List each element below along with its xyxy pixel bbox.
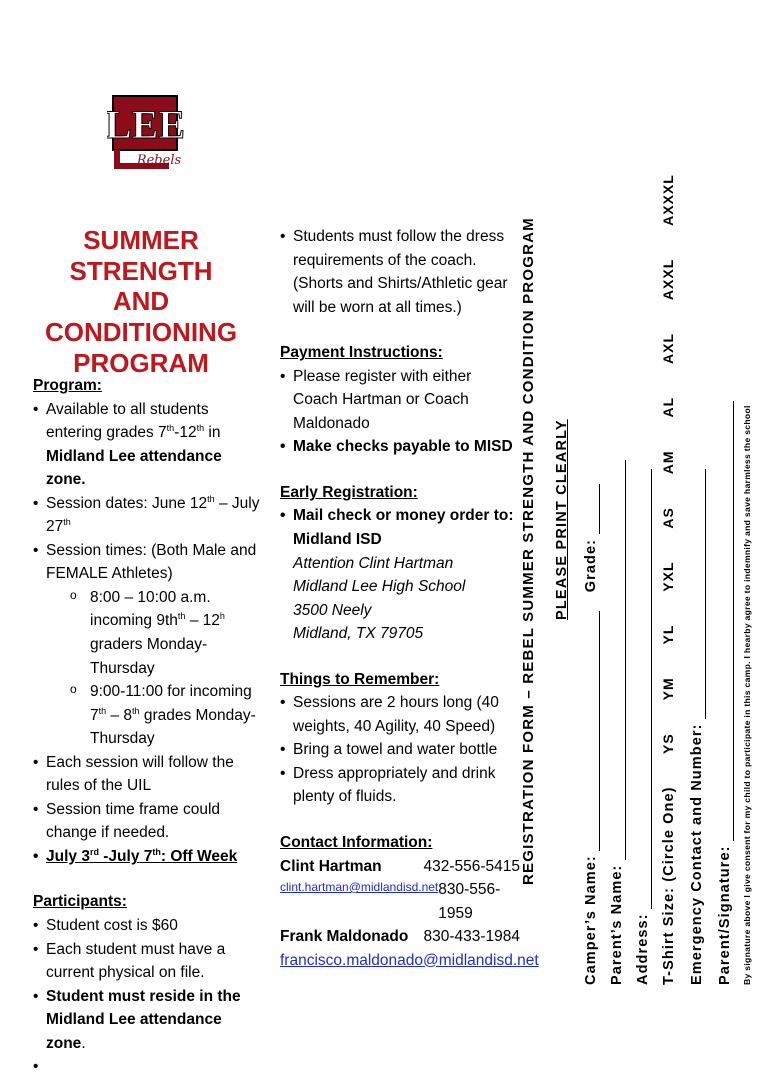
list-item: • Mail check or money order to:: [293, 504, 520, 528]
contact-phone: 830-433-1984: [423, 928, 520, 946]
camper-name-field[interactable]: [599, 611, 600, 851]
consent-text: By signature above I give consent for my child to participate in this camp. I hearby agree to indemnify and save harmless the school: [742, 405, 752, 985]
left-column: [33, 374, 265, 1079]
contact-row: [280, 949, 539, 973]
title-line1: SUMMER STRENGTH: [69, 225, 213, 286]
size-option[interactable]: AL: [660, 396, 676, 418]
signature-row: [716, 401, 734, 985]
contact-heading: Contact Information:: [280, 834, 433, 852]
early-registration-heading: Early Registration:: [280, 483, 418, 501]
email-link[interactable]: francisco.maldonado@midlandisd.net: [280, 951, 539, 969]
emergency-label: Emergency Contact and Number:: [689, 723, 705, 985]
size-option[interactable]: YL: [660, 624, 676, 645]
signature-label: Parent/Signature:: [717, 845, 733, 985]
grade-field[interactable]: [599, 484, 600, 534]
list-item: • Session times: (Both Male and FEMALE Athletes) o 8:00 – 10:00 a.m. incoming $9th^{th} - 12^h$ graders Monday-Thursday o 9:00-11:00 for incoming 7th – 8th grades Monday-Thursday: [46, 539, 265, 751]
address-label: Address:: [635, 913, 651, 985]
list-item: • Make checks payable to MISD: [293, 435, 520, 459]
size-option[interactable]: AM: [660, 450, 676, 475]
address-line: Midland, TX 79705: [293, 625, 424, 643]
list-item: • Dress appropriately and drink plenty of fluids.: [293, 762, 520, 809]
mailing-address: [280, 528, 520, 646]
list-item: • Each session will follow the rules of the UIL: [46, 751, 265, 798]
size-options: [660, 174, 676, 782]
address-line: 3500 Neely: [293, 601, 372, 619]
logo-script: Rebels: [136, 153, 182, 168]
size-option[interactable]: AS: [660, 507, 676, 529]
contact-phone: 432-556-5415: [423, 857, 520, 875]
program-list: [33, 398, 265, 869]
list-item: • Student must reside in the Midland Lee attendance zone.: [46, 985, 265, 1056]
form-title: REGISTRATION FORM – REBEL SUMMER STRENGTH AND CONDITION PROGRAM: [520, 217, 537, 885]
contact-row: [280, 878, 520, 925]
list-item: • Session time frame could change if needed.: [46, 798, 265, 845]
list-item: • Sessions are 2 hours long (40 weights, 40 Agility, 40 Speed): [293, 691, 520, 738]
signature-field[interactable]: [733, 401, 734, 841]
camper-row: [582, 484, 600, 985]
list-item: o 9:00-11:00 for incoming 7th – 8th grades Monday-Thursday: [90, 680, 265, 751]
address-line: Midland Lee High School: [293, 578, 466, 596]
camper-label: Camper’s Name:: [583, 855, 599, 985]
size-option[interactable]: AXXL: [660, 258, 676, 301]
list-item: • Bring a towel and water bottle: [293, 738, 520, 762]
payment-heading: Payment Instructions:: [280, 344, 443, 362]
early-list: [280, 504, 520, 528]
size-option[interactable]: AXL: [660, 332, 676, 364]
address-row: [634, 469, 652, 985]
title-line2: AND CONDITIONING: [44, 286, 238, 348]
list-item: • July 3rd -July 7th: Off Week: [46, 845, 265, 869]
list-item-empty: [46, 1055, 265, 1079]
size-option[interactable]: YS: [660, 733, 676, 754]
participants-heading: Participants:: [33, 893, 127, 911]
parent-label: Parent’s Name:: [609, 864, 625, 985]
address-line: Attention Clint Hartman: [293, 554, 454, 572]
contact-name: Frank Maldonado: [280, 928, 409, 946]
contact-row: [280, 855, 520, 879]
list-item: • Session dates: June 12th – July 27th: [46, 492, 265, 539]
list-item: o 8:00 – 10:00 a.m. incoming $9th^{th} - 12^h$ graders Monday-Thursday: [90, 586, 265, 680]
remember-heading: Things to Remember:: [280, 670, 440, 688]
program-heading: Program:: [33, 377, 102, 394]
list-item: • Available to all students entering grades 7th-12th in Midland Lee attendance zone.: [46, 398, 265, 492]
lee-rebels-logo: [107, 92, 187, 172]
parent-name-field[interactable]: [625, 460, 626, 860]
remember-list: [280, 691, 520, 809]
page-title: [28, 225, 254, 378]
emergency-row: [688, 469, 706, 985]
size-option[interactable]: YM: [660, 677, 676, 701]
print-clearly-note: PLEASE PRINT CLEARLY: [554, 419, 570, 620]
list-item: • Each student must have a current physical on file.: [46, 938, 265, 985]
tshirt-label: T-Shirt Size: (Circle One): [661, 786, 677, 985]
address-field[interactable]: [651, 469, 652, 909]
contact-phone: 830-556-1959: [438, 881, 501, 922]
participants-list: [33, 914, 265, 1079]
payment-list: [280, 365, 520, 459]
size-option[interactable]: YXL: [660, 561, 676, 592]
list-item: • Student cost is $60: [46, 914, 265, 938]
list-item: • Please register with either Coach Hartman or Coach Maldonado: [293, 365, 520, 436]
email-link[interactable]: clint.hartman@midlandisd.net: [280, 880, 439, 895]
address-org: Midland ISD: [293, 531, 382, 549]
logo-letters: LEE: [107, 102, 186, 147]
registration-form: [520, 85, 760, 985]
parent-row: [608, 460, 626, 985]
session-sublist: [46, 586, 265, 751]
title-line3: PROGRAM: [73, 347, 209, 378]
contact-row: [280, 925, 520, 949]
list-item: • Students must follow the dress requirements of the coach. (Shorts and Shirts/Athletic gear will be worn at all times.): [293, 225, 520, 319]
grade-label: Grade:: [583, 538, 599, 593]
contact-name: Clint Hartman: [280, 857, 382, 875]
size-option[interactable]: AXXXL: [660, 174, 676, 226]
tshirt-row: [660, 174, 678, 985]
emergency-field[interactable]: [705, 469, 706, 719]
dress-list: [280, 225, 520, 319]
